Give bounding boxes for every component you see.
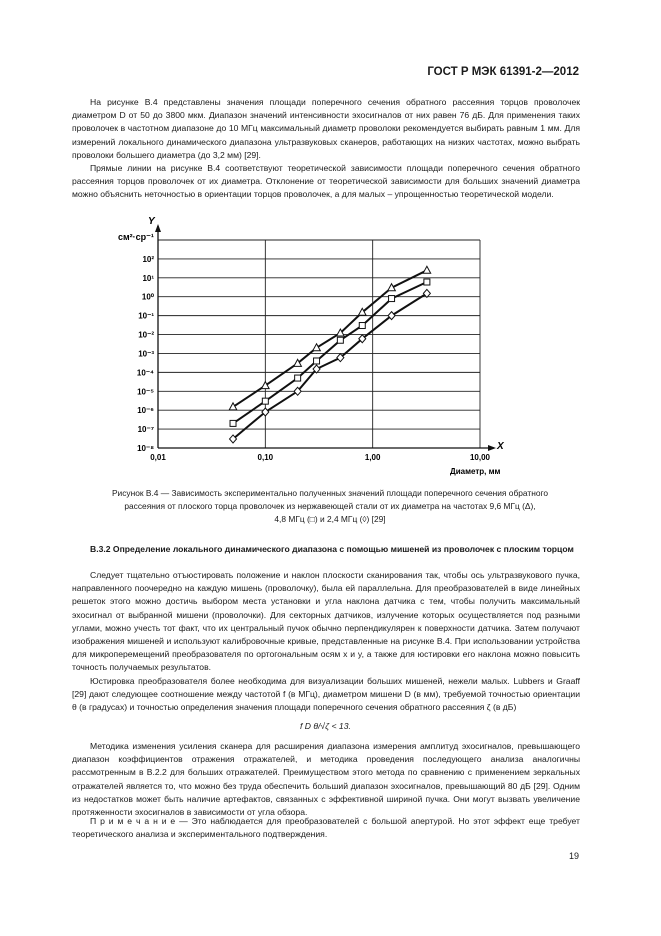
paragraph-5: Методика изменения усиления сканера для расширения диапазона измерения амплитуд эхосигналов, превышающего диапазон коэффициентов отражения отражателей, и методика проведения последующего анализа аналогичны рассмотренным в В.2.2 для больших отражателей. Преимуществом этого метода по сравнению с применением зеркальных отражателей является то, что можно без труда обеспечить больший диапазон эхосигналов, превышающий 80 дБ [29]. Одним из недостатков может быть наличие артефактов, связанных с эффективной шириной пучка. Они могут вызвать увеличение протяженности эхосигналов в зависимости от угла обзора.: [72, 741, 580, 818]
section-body: [72, 569, 580, 714]
note: П р и м е ч а н и е — Это наблюдается для преобразователей с большой апертурой. Но этот эффект еще требует теоретического анализа и экспериментального подтверждения.: [72, 816, 580, 840]
section-heading: В.3.2 Определение локального динамического диапазона с помощью мишеней из проволочек с плоским торцом: [90, 544, 574, 554]
page-number: 19: [568, 851, 579, 861]
y-tick-label: 10⁻³: [138, 349, 154, 359]
x-axis-label: Диаметр, мм: [450, 467, 501, 476]
triangle-marker: [423, 266, 431, 273]
method-text: [72, 740, 580, 819]
figure-b4-chart: [110, 208, 530, 483]
square-marker: [337, 337, 343, 343]
paragraph-2: Прямые линии на рисунке В.4 соответствуют теоретической зависимости площади поперечного сечения обратного рассеяния торцов проволочек от их диаметра. Отклонение от теоретической зависимости для больших значений диаметра можно объяснить неточностью в ориентации торцов проволочек, а для малых – упрощенностью теоретической модели.: [72, 163, 580, 200]
y-axis-label: см²·ср⁻¹: [118, 232, 154, 242]
chart-grid: [158, 240, 480, 448]
intro-text: [72, 96, 580, 202]
square-marker: [295, 375, 301, 381]
x-tick-label: 1,00: [364, 453, 381, 462]
y-tick-label: 10⁻⁸: [137, 444, 154, 453]
formula: f D θ/√ζ < 13.: [300, 721, 351, 731]
square-marker: [262, 398, 268, 404]
paragraph-1: На рисунке В.4 представлены значения площади поперечного сечения обратного рассеяния торцов проволочек диаметром D от 50 до 3800 мкм. Диапазон значений интенсивности эхосигналов от них равен 76 дБ. Для применения таких проволочек в частотном диапазоне до 10 МГц максимальный диаметр проволоки рекомендуется выбирать равным 1 мм. Для измерений локального динамического диапазона ультразвуковых сканеров, работающих на низких частотах, можно выбрать проволоки большего диаметра (до 3,2 мм) [29].: [72, 97, 580, 160]
document-header: ГОСТ Р МЭК 61391-2—2012: [427, 66, 579, 78]
x-tick-label: 0,01: [150, 453, 166, 462]
diamond-marker: [423, 289, 430, 297]
square-marker: [424, 279, 430, 285]
y-tick-label: 10⁻⁴: [136, 368, 154, 378]
x-tick-label: 10,00: [469, 453, 491, 462]
y-axis-arrow: [155, 224, 161, 232]
square-marker: [230, 420, 236, 426]
y-tick-label: 10⁻²: [138, 330, 154, 340]
square-marker: [314, 358, 320, 364]
square-marker: [389, 296, 395, 302]
y-tick-label: 10⁻⁵: [137, 387, 154, 397]
chart-fit-lines: [233, 270, 427, 439]
figure-caption: [80, 487, 580, 527]
y-tick-label: 10⁰: [141, 292, 154, 302]
paragraph-3: Следует тщательно отъюстировать положение и наклон плоскости сканирования так, чтобы ось ультразвукового пучка, направленного поочередно на каждую мишень (проволочку), была ей параллельна. Для преобразователей в виде линейных решеток этого можно достичь выбором места установки и угла наклона датчика с тем, чтобы получить максимальный эхосигнал от выбранной мишени (проволочки). Для секторных датчиков, излучение которых осуществляется под разными углами, можно учесть тот факт, что их центральный пучок обычно перпендикулярен к поверхности датчика. Затем получают изображения мишеней и используют калибровочные кривые, представленные на рисунке В.4. При использовании устройства для микроперемещений преобразователя по ортогональным осям x и y, а также для юстировки его наклона можно повысить точность получаемых результатов.: [72, 570, 580, 673]
x-axis-letter: X: [497, 441, 504, 452]
y-tick-label: 10⁻⁶: [137, 406, 154, 416]
y-tick-label: 10¹: [142, 273, 154, 283]
y-tick-label: 10⁻¹: [138, 311, 154, 321]
paragraph-4: Юстировка преобразователя более необходима для визуализации больших мишеней, нежели малых. Lubbers и Graaff [29] дают следующее соотношение между частотой f (в МГц), диаметром мишени D (в мм), требуемой точностью ориентации θ (в градусах) и точностью определения значения площади поперечного сечения обратного рассеяния ζ (в дБ): [72, 675, 580, 713]
x-tick-label: 0,10: [257, 453, 274, 462]
triangle-marker: [229, 403, 237, 410]
square-marker: [359, 323, 365, 329]
y-tick-label: 10²: [142, 254, 154, 264]
y-axis-letter: Y: [148, 216, 155, 227]
caption-line-1: Рисунок В.4 — Зависимость экспериментально полученных значений площади поперечного сечения обратного: [111, 488, 549, 498]
y-tick-label: 10⁻⁷: [137, 425, 154, 435]
caption-line-3: 4,8 МГц (□) и 2,4 МГц (◊) [29]: [274, 514, 386, 525]
x-axis-arrow: [488, 445, 496, 451]
caption-line-2: рассеяния от плоского торца проволочек из нержавеющей стали от их диаметра на частотах 9,6 МГц (Δ),: [124, 501, 536, 512]
fit-line: [233, 270, 427, 407]
